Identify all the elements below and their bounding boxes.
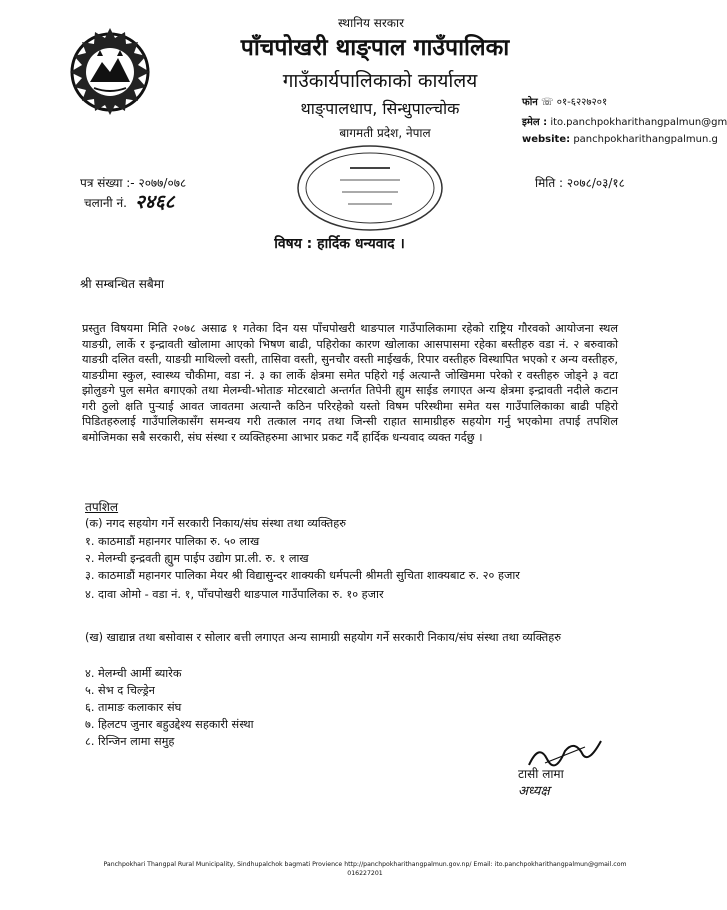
list-item: ५. सेभ द चिल्ड्रेन — [85, 684, 155, 697]
phone-icon: ☏ — [541, 97, 554, 108]
website-value: panchpokharithangpalmun.g — [573, 134, 718, 145]
email-label: इमेल : — [522, 117, 548, 128]
nepal-emblem-logo — [60, 20, 160, 120]
province-label: बागमती प्रदेश, नेपाल — [339, 126, 431, 140]
list-item: ६. तामाङ कलाकार संघ — [85, 701, 182, 714]
page-footer — [95, 860, 635, 878]
footer-phone-line: 016227201 — [347, 870, 383, 877]
official-stamp — [290, 140, 450, 235]
website-label: website: — [522, 134, 571, 145]
dispatch-label: चलानी नं. — [84, 196, 127, 210]
phone-label: फोन — [522, 97, 538, 108]
dispatch-number-handwritten: २४६८ — [135, 191, 175, 213]
list-item: ४. दावा ओमो - वडा नं. १, पाँचपोखरी थाङपाल गाउँपालिका रु. १० हजार — [85, 588, 384, 601]
contact-website — [522, 134, 718, 145]
salutation: श्री सम्बन्धित सबैमा — [80, 277, 164, 291]
municipality-title: पाँचपोखरी थाङ्पाल गाउँपालिका — [240, 35, 510, 61]
contact-phone — [522, 94, 607, 108]
office-address: थाङ्पालधाप, सिन्धुपाल्चोक — [300, 99, 460, 118]
list-item: १. काठमाडौं महानगर पालिका रु. ५० लाख — [85, 535, 260, 548]
signatory-name: टासी लामा — [518, 767, 564, 781]
email-value: ito.panchpokharithangpalmun@gm — [550, 117, 727, 128]
list-item: २. मेलम्ची इन्द्रवती ह्युम पाईप उद्योग प्रा.ली. रु. १ लाख — [85, 552, 309, 565]
contact-email — [522, 114, 727, 128]
local-gov-label: स्थानिय सरकार — [338, 16, 404, 30]
list-item: ७. हिलटप जुनार बहुउद्देश्य सहकारी संस्था — [85, 718, 254, 731]
office-name: गाउँकार्यपालिकाको कार्यालय — [282, 70, 478, 92]
list-item: ८. रिन्जिन लामा समुह — [85, 735, 175, 748]
list-item: ४. मेलम्ची आर्मी ब्यारेक — [85, 667, 182, 680]
signatory-designation: अध्यक्ष — [518, 784, 550, 799]
letter-date: मिति : २०७८/०३/१८ — [535, 176, 625, 190]
list-item: ३. काठमाडौं महानगर पालिका मेयर श्री विद्यासुन्दर शाक्यकी धर्मपत्नी श्रीमती सुचिता शाक्यबाट रु. २० हजार — [85, 569, 520, 582]
phone-number: ०१-६२२७२०१ — [556, 97, 608, 108]
details-heading: तपशिल — [85, 500, 119, 514]
section-a-heading: (क) नगद सहयोग गर्ने सरकारी निकाय/संघ संस्था तथा व्यक्तिहरु — [85, 517, 346, 530]
reference-number: पत्र संख्या :- २०७७/०७८ — [80, 176, 187, 190]
section-b-heading: (ख) खाद्यान्न तथा बसोवास र सोलार बत्ती लगाएत अन्य सामाग्री सहयोग गर्ने सरकारी निकाय/संघ संस्था तथा व्यक्तिहरु — [85, 631, 561, 644]
footer-address-line: Panchpokhari Thangpal Rural Municipality, Sindhupalchok bagmati Provience http://panchpokharithangpalmun.gov.np/ Email: ito.panchpokharithangpalmun@gmail.com — [103, 861, 627, 868]
section-a-list — [85, 533, 625, 603]
letter-body: प्रस्तुत विषयमा मिति २०७८ असाढ १ गतेका दिन यस पाँचपोखरी थाङपाल गाउँपालिकामा रहेको राष्ट्रिय गौरवको आयोजना स्थल याङग्री, लार्के र इन्द्रावती खोलामा आएको भिषण बाढी, पहिरोका कारण खोलाका आसपासमा रहेका बस्तीहरु वडा नं. २ बरुवाको याङग्री दलित वस्ती, याङग्री माथिल्लो वस्ती, तासिवा वस्ती, सुनचौर वस्ती माईखर्क, रिपार वस्तीहरु विस्थापित भएको र अन्य वस्तीहरु, याङग्रीमा स्कुल, स्वास्थ्य चौकीमा, वडा नं. ३ का लार्के क्षेत्रमा समेत पहिरो गई अत्यान्तै जोखिममा परेको र वस्तीहरु जोड्ने ३ वटा झोलुङगे पुल समेत बगाएको तथा मेलम्ची-भोताङ मोटरबाटो अन्तर्गत तिपेनी ह्युम साईड लगाएत अन्य क्षेत्रमा इन्द्रावती नदीले कटान गरी ठुलो क्षति पुऱ्याई आवत जावतमा अत्यान्तै कठिन परिरहेको यस्तो विषम परिस्थीमा समेत यस गाउँपालिकाका बाढी पहिरो पिडितहरुलाई गाउँपालिकासँग समन्वय गरी तत्काल नगद तथा जिन्सी राहात सामाग्रीहरु सहयोग गर्नु भएकोमा तपाई तपशिल बमोजिमका सबै सरकारी, संघ संस्था र व्यक्तिहरुमा आभार प्रकट गर्दै हार्दिक धन्यवाद व्यक्त गर्दछु । — [82, 322, 618, 444]
letter-subject: विषय : हार्दिक धन्यवाद । — [274, 236, 405, 252]
